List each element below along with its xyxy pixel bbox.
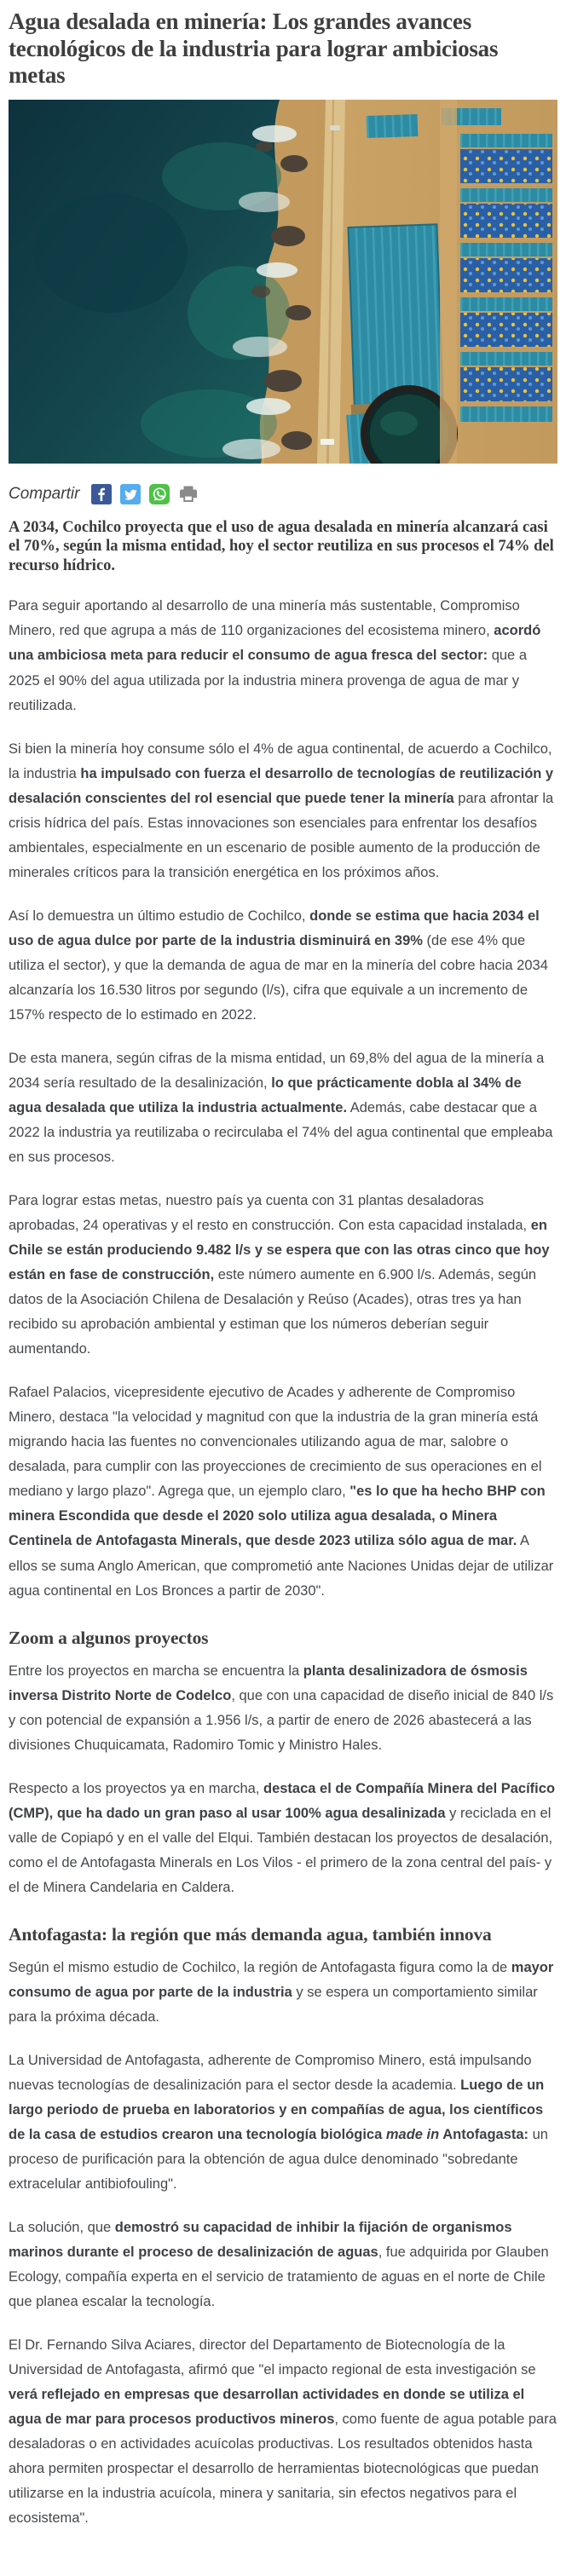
share-row [9, 484, 557, 504]
twitter-icon [120, 484, 141, 504]
lead-paragraph: A 2034, Cochilco proyecta que el uso de agua desalada en minería alcanzará casi el 70%, según la misma entidad, hoy el sector reutiliza en sus procesos el 74% del recurso hídrico. [9, 518, 554, 574]
paragraph: Rafael Palacios, vicepresidente ejecutivo de Acades y adherente de Compromiso Minero, destaca "la velocidad y magnitud con que la industria de la gran minería está migrando hacia las fuentes no convencionales utilizando agua de mar, salobre o desalada, para cumplir con las proyecciones de crecimiento de sus operaciones en el mediano y largo plazo". Agrega que, un ejemplo claro, "es lo que ha hecho BHP con minera Escondida que desde el 2020 solo utiliza agua desalada, o Minera Centinela de Antofagasta Minerals, que desde 2023 utiliza sólo agua de mar. A ellos se suma Anglo American, que comprometió ante Naciones Unidas dejar de utilizar agua continental en Los Bronces a partir de 2030". [9, 1385, 554, 1599]
facebook-icon [91, 484, 112, 504]
page-title: Agua desalada en minería: Los grandes avances tecnológicos de la industria para lograr ambiciosas metas [9, 9, 499, 89]
paragraph: Según el mismo estudio de Cochilco, la región de Antofagasta figura como la de mayor consumo de agua por parte de la industria y se espera un comportamiento similar para la próxima década. [9, 1959, 554, 2025]
whatsapp-icon [149, 484, 170, 504]
hero-image-illustration [9, 100, 557, 464]
section-heading: Antofagasta: la región que más demanda agua, también innova [9, 1923, 492, 1945]
paragraph: De esta manera, según cifras de la misma entidad, un 69,8% del agua de la minería a 2034 sería resultado de la desalinización, lo que prácticamente dobla al 34% de agua desalada que utiliza la industria actualmente. Además, cabe destacar que a 2022 la industria ya reutilizaba o recirculaba el 74% del agua continental que empleaba en sus procesos. [9, 1050, 553, 1166]
hero-image [9, 100, 557, 464]
paragraph: Para lograr estas metas, nuestro país ya cuenta con 31 plantas desaladoras aprobadas, 24 operativas y el resto en construcción. Con esta capacidad instalada, en Chile se están produciendo 9.482 l/s y se espera que con las otras cinco que hoy están en fase de construcción, este número aumente en 6.900 l/s. Además, según datos de la Asociación Chilena de Desalación y Reúso (Acades), otras tres ya han recibido su aprobación ambiental y estiman que los números deberían seguir aumentando. [9, 1193, 550, 1357]
paragraph: El Dr. Fernando Silva Aciares, director del Departamento de Biotecnología de la Universidad de Antofagasta, afirmó que "el impacto regional de esta investigación se verá reflejado en empresas que desarrollan actividades en donde se utiliza el agua de mar para procesos productivos mineros, como fuente de agua potable para desaladoras o en actividades acuícolas productivas. Los resultados obtenidos hasta ahora permiten prospectar el desarrollo de herramientas biotecnológicas que puedan utilizarse en la industria acuícola, minera y sanitaria, sin efectos negativos para el ecosistema". [9, 2337, 557, 2527]
paragraph: La Universidad de Antofagasta, adherente de Compromiso Minero, está impulsando nuevas tecnologías de desalinización para el sector desde la academia. Luego de un largo periodo de prueba en laboratorios y en compañías de agua, los científicos de la casa de estudios crearon una tecnología biológica made in Antofagasta: un proceso de purificación para la obtención de agua dulce denominado "sobredante extracelular antibiofouling". [9, 2052, 548, 2193]
paragraph: Así lo demuestra un último estudio de Cochilco, donde se estima que hacia 2034 el uso de agua dulce por parte de la industria disminuirá en 39% (de ese 4% que utiliza el sector), y que la demanda de agua de mar en la minería del cobre hacia 2034 alcanzaría los 16.530 litros por segundo (l/s), cifra que equivale a un incremento de 157% respecto de lo estimado en 2022. [9, 908, 548, 1023]
whatsapp-share-button[interactable] [149, 484, 170, 504]
article-body [9, 594, 557, 2531]
facebook-share-button[interactable] [91, 484, 112, 504]
print-button[interactable] [178, 484, 199, 504]
paragraph: Entre los proyectos en marcha se encuentra la planta desalinizadora de ósmosis inversa Distrito Norte de Codelco, que con una capacidad de diseño inicial de 840 l/s y con potencial de expansión a 1.956 l/s, a partir de enero de 2026 abastecerá a las divisiones Chuquicamata, Radomiro Tomic y Ministro Hales. [9, 1663, 554, 1753]
paragraph: Si bien la minería hoy consume sólo el 4% de agua continental, de acuerdo a Cochilco, la industria ha impulsado con fuerza el desarrollo de tecnologías de reutilización y desalación conscientes del rol esencial que puede tener la minería para afrontar la crisis hídrica del país. Estas innovaciones son esenciales para enfrentar los desafíos ambientales, especialmente en un escenario de posible aumento de la producción de minerales críticos para la transición energética en los próximos años. [9, 741, 554, 880]
section-heading: Zoom a algunos proyectos [9, 1627, 209, 1648]
twitter-share-button[interactable] [120, 484, 141, 504]
paragraph: La solución, que demostró su capacidad de inhibir la fijación de organismos marinos durante el proceso de desalinización de aguas, fue adquirida por Glauben Ecology, compañía experta en el servicio de tratamiento de aguas en el norte de Chile que planea escalar la tecnología. [9, 2220, 549, 2310]
paragraph: Respecto a los proyectos ya en marcha, destaca el de Compañía Minera del Pacífico (CMP), que ha dado un gran paso al usar 100% agua desalinizada y reciclada en el valle de Copiapó y en el valle del Elqui. También destacan los proyectos de desalación, como el de Antofagasta Minerals en Los Vilos - el primero de la zona central del país- y el de Minera Candelaria en Caldera. [9, 1780, 556, 1895]
paragraph: Para seguir aportando al desarrollo de una minería más sustentable, Compromiso Minero, red que agrupa a más de 110 organizaciones del ecosistema minero, acordó una ambiciosa meta para reducir el consumo de agua fresca del sector: que a 2025 el 90% del agua utilizada por la industria minera provenga de agua de mar y reutilizada. [9, 598, 541, 713]
share-label: Compartir [9, 484, 80, 503]
printer-icon [178, 483, 199, 505]
